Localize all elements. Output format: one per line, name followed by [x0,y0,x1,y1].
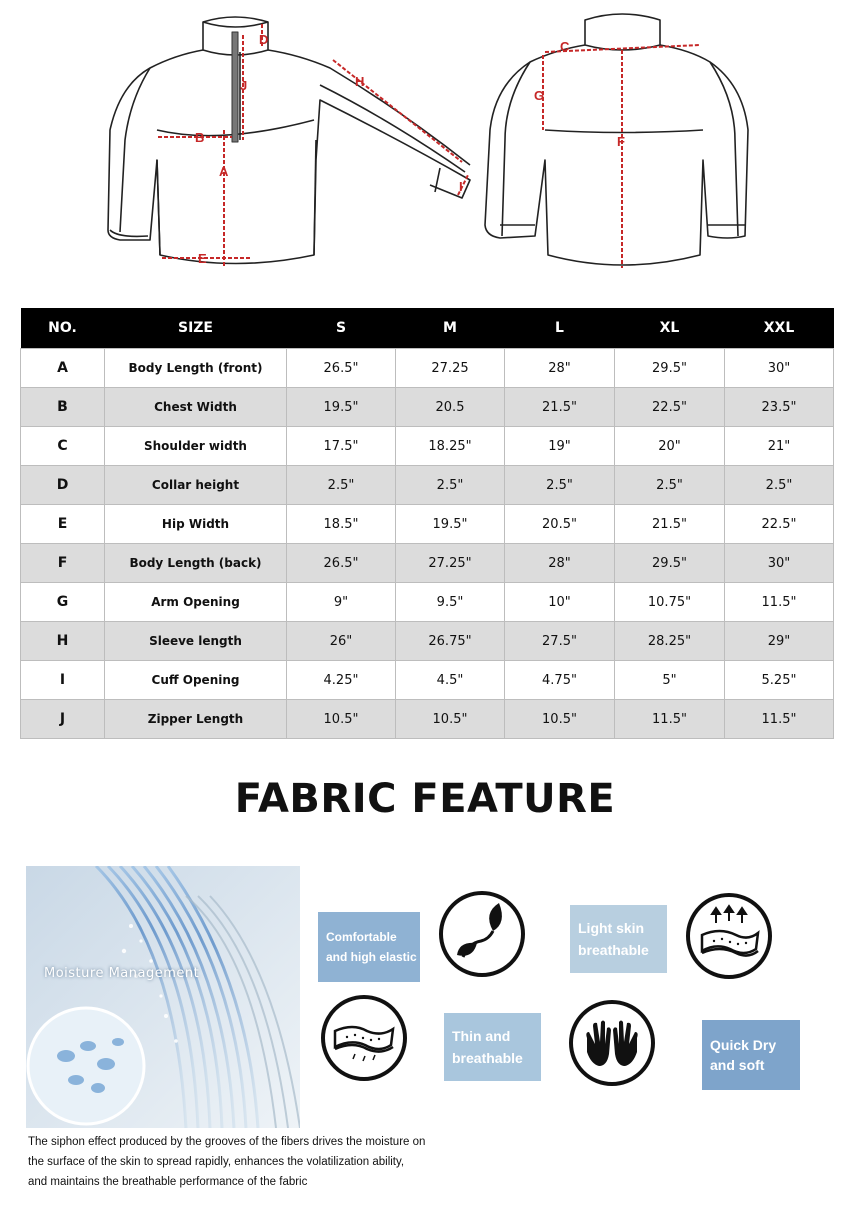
row-measurement: Collar height [105,466,287,505]
cell-xl: 10.75" [615,583,725,622]
row-code: E [21,505,105,544]
label-d: D [259,32,269,47]
cell-m: 18.25" [396,427,505,466]
label-j: J [240,78,248,93]
row-code: B [21,388,105,427]
cell-xl: 21.5" [615,505,725,544]
hands-icon [569,1000,655,1086]
cell-m: 10.5" [396,700,505,739]
cell-s: 19.5" [287,388,396,427]
header-no: NO. [21,308,105,349]
cell-l: 10.5" [505,700,615,739]
thin-fabric-icon [321,995,407,1081]
label-a: A [219,164,229,179]
row-measurement: Arm Opening [105,583,287,622]
cell-s: 18.5" [287,505,396,544]
cell-xxl: 23.5" [725,388,834,427]
cell-m: 2.5" [396,466,505,505]
row-code: H [21,622,105,661]
cell-xl: 29.5" [615,349,725,388]
row-measurement: Hip Width [105,505,287,544]
cell-l: 28" [505,544,615,583]
measurement-diagram [0,0,850,290]
label-b: B [195,130,205,145]
fabric-feature-title: FABRIC FEATURE [234,776,616,822]
row-measurement: Zipper Length [105,700,287,739]
header-size: SIZE [105,308,287,349]
caption-line: the surface of the skin to spread rapidly, enhances the volatilization ability, [28,1156,405,1168]
feature-line: Comfortable [326,930,397,944]
feature-line: and soft [710,1057,765,1073]
feature-thin-box [444,1013,541,1081]
feature-quick-dry-box [702,1020,800,1090]
row-measurement: Chest Width [105,388,287,427]
cell-xl: 2.5" [615,466,725,505]
cell-xxl: 11.5" [725,583,834,622]
cell-s: 26.5" [287,544,396,583]
table-row [21,661,834,700]
cell-m: 27.25 [396,349,505,388]
feature-line: breathable [452,1050,523,1066]
cell-s: 17.5" [287,427,396,466]
cell-m: 4.5" [396,661,505,700]
row-measurement: Body Length (back) [105,544,287,583]
feature-comfortable-box [318,912,420,982]
cell-m: 19.5" [396,505,505,544]
feature-line: and high elastic [326,950,417,964]
table-row [21,622,834,661]
label-f: F [617,134,625,149]
cell-xxl: 2.5" [725,466,834,505]
cell-xl: 5" [615,661,725,700]
breathable-fabric-icon [686,893,772,979]
cell-l: 4.75" [505,661,615,700]
cell-s: 10.5" [287,700,396,739]
cell-xxl: 30" [725,349,834,388]
cell-m: 27.25" [396,544,505,583]
cell-l: 28" [505,349,615,388]
cell-xl: 20" [615,427,725,466]
row-code: J [21,700,105,739]
header-s: S [287,308,396,349]
fabric-caption [28,1132,488,1192]
table-row [21,544,834,583]
cell-s: 26" [287,622,396,661]
label-e: E [198,251,207,266]
cell-l: 21.5" [505,388,615,427]
feature-line: Thin and [452,1028,511,1044]
table-row [21,466,834,505]
row-measurement: Body Length (front) [105,349,287,388]
table-row [21,427,834,466]
label-h: H [355,74,365,89]
caption-line: The siphon effect produced by the grooves of the fibers drives the moisture on [28,1136,426,1148]
cell-s: 26.5" [287,349,396,388]
label-g: G [534,88,545,103]
jacket-diagram-svg [0,0,850,290]
cell-xxl: 5.25" [725,661,834,700]
header-xl: XL [615,308,725,349]
cell-m: 9.5" [396,583,505,622]
table-row [21,700,834,739]
table-row [21,349,834,388]
row-code: C [21,427,105,466]
feature-line: Light skin [578,920,645,936]
cell-s: 2.5" [287,466,396,505]
cell-xl: 28.25" [615,622,725,661]
cell-s: 4.25" [287,661,396,700]
feature-light-skin-box [570,905,667,973]
row-code: I [21,661,105,700]
cell-m: 20.5 [396,388,505,427]
row-measurement: Sleeve length [105,622,287,661]
moisture-management-image [26,866,300,1128]
moisture-management-label: Moisture Management [44,966,200,981]
cell-l: 2.5" [505,466,615,505]
fiber-illustration-svg [26,866,300,1128]
row-code: G [21,583,105,622]
cell-xxl: 22.5" [725,505,834,544]
label-c: C [560,39,570,54]
row-code: F [21,544,105,583]
header-l: L [505,308,615,349]
feature-line: Quick Dry [710,1037,777,1053]
cell-xxl: 11.5" [725,700,834,739]
cell-xl: 11.5" [615,700,725,739]
table-row [21,505,834,544]
header-xxl: XXL [725,308,834,349]
cell-xxl: 29" [725,622,834,661]
row-measurement: Cuff Opening [105,661,287,700]
size-chart-table [20,308,834,739]
cell-s: 9" [287,583,396,622]
jacket-front-illustration [108,17,470,264]
table-header-row [21,308,834,349]
cell-l: 19" [505,427,615,466]
cell-xxl: 21" [725,427,834,466]
row-code: A [21,349,105,388]
cell-l: 10" [505,583,615,622]
cell-xl: 29.5" [615,544,725,583]
cell-l: 20.5" [505,505,615,544]
caption-line: and maintains the breathable performance of the fabric [28,1176,308,1188]
leaf-sprout-icon [439,891,525,977]
row-code: D [21,466,105,505]
header-m: M [396,308,505,349]
cell-xxl: 30" [725,544,834,583]
table-row [21,388,834,427]
cell-l: 27.5" [505,622,615,661]
feature-line: breathable [578,942,649,958]
table-row [21,583,834,622]
cell-m: 26.75" [396,622,505,661]
cell-xl: 22.5" [615,388,725,427]
label-i: I [459,179,463,194]
row-measurement: Shoulder width [105,427,287,466]
